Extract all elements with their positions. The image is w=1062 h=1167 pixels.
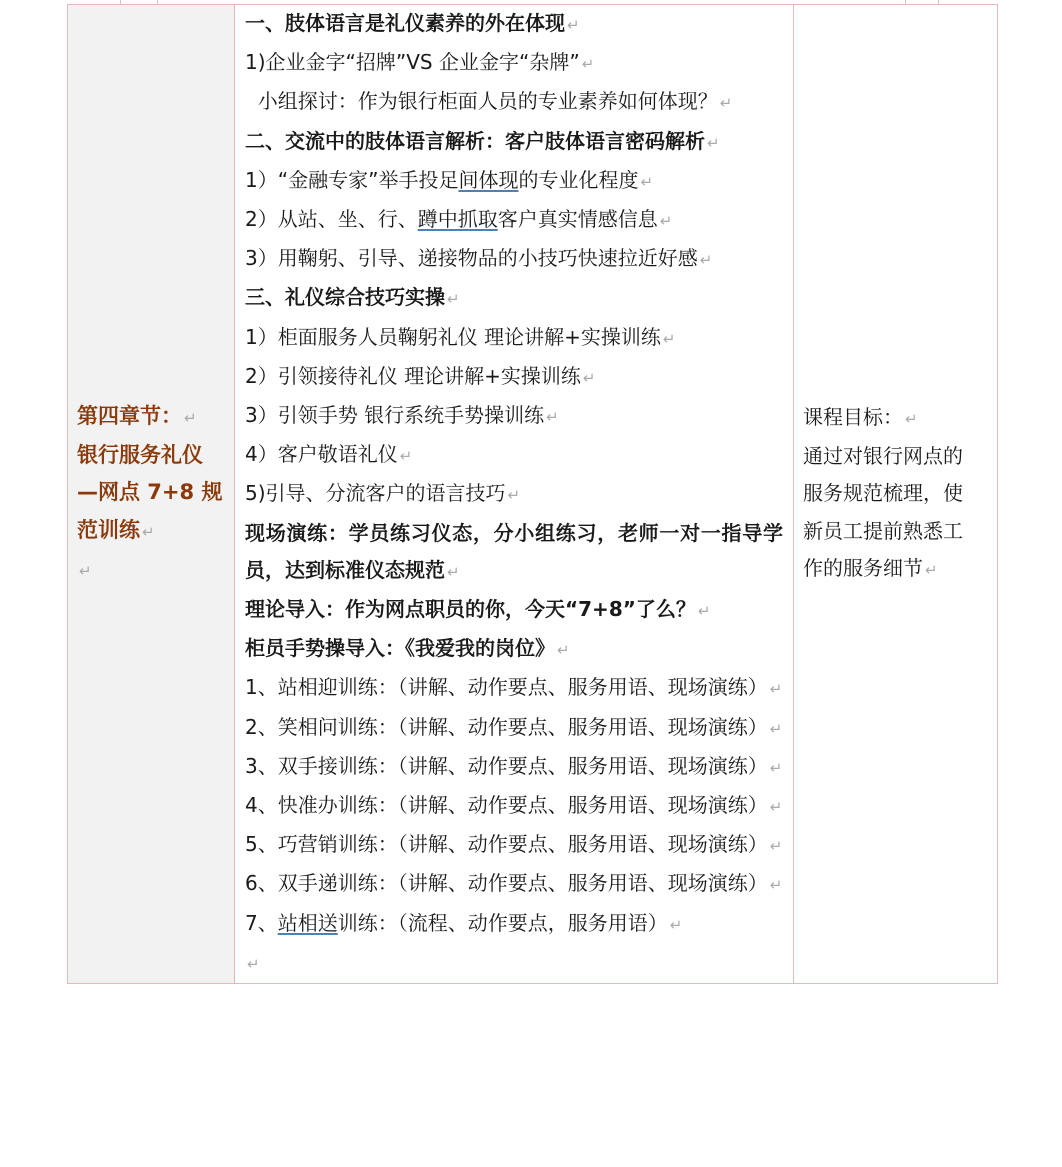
- outline-item: [245, 475, 783, 514]
- item-text: 3）引领手势 银行系统手势操训练: [245, 403, 545, 428]
- paragraph-mark: ↵: [567, 16, 580, 34]
- outline-item: [245, 397, 783, 436]
- outline-item: [245, 83, 783, 122]
- outline-item: [245, 319, 783, 358]
- section-heading: [245, 515, 783, 591]
- paragraph-mark: ↵: [769, 837, 783, 856]
- item-text: 的专业化程度: [518, 167, 639, 192]
- paragraph-mark: ↵: [447, 290, 460, 309]
- item-text: 5、巧营销训练：（讲解、动作要点、服务用语、现场演练）: [245, 832, 768, 857]
- paragraph-mark: ↵: [719, 94, 733, 113]
- paragraph-mark: ↵: [184, 408, 197, 427]
- chapter-title-text: 第四章节：: [77, 403, 182, 428]
- goal-text: 新员工提前熟悉工: [803, 518, 963, 543]
- item-text: 1）柜面服务人员鞠躬礼仪 理论讲解+实操训练: [245, 324, 661, 349]
- empty-paragraph: [77, 551, 225, 590]
- content-cell: [235, 5, 794, 984]
- item-text: 客户真实情感信息: [497, 207, 658, 232]
- table-row: [68, 5, 998, 984]
- paragraph-mark: ↵: [769, 876, 783, 895]
- paragraph-mark: ↵: [905, 409, 918, 428]
- paragraph-mark: ↵: [399, 447, 413, 466]
- item-text: 5)引导、分流客户的语言技巧: [245, 481, 506, 506]
- paragraph-mark: ↵: [669, 915, 683, 934]
- outline-item: [245, 709, 783, 748]
- outline-item: [245, 905, 783, 944]
- paragraph-mark: ↵: [557, 641, 570, 660]
- paragraph-mark: ↵: [79, 561, 92, 580]
- underlined-text: 间体现: [458, 167, 519, 192]
- section-heading: [245, 591, 783, 630]
- item-text: 4）客户敬语礼仪: [245, 442, 398, 467]
- paragraph-mark: ↵: [769, 680, 783, 699]
- paragraph-mark: ↵: [507, 486, 521, 505]
- item-text: 6、双手递训练：（讲解、动作要点、服务用语、现场演练）: [245, 871, 768, 896]
- paragraph-mark: ↵: [659, 212, 673, 231]
- outline-item: [245, 865, 783, 904]
- outline-item: [245, 787, 783, 826]
- paragraph-mark: ↵: [697, 602, 711, 621]
- heading-text: 现场演练：学员练习仪态，分小组练习，老师一对一指导学员，达到标准仪态规范: [245, 520, 783, 582]
- goal-text-line: [803, 550, 988, 589]
- chapter-title-line: [77, 398, 225, 437]
- paragraph-mark: ↵: [769, 758, 783, 777]
- paragraph-mark: ↵: [640, 172, 654, 191]
- paragraph-mark: ↵: [769, 798, 783, 817]
- goal-text-line: [803, 513, 988, 550]
- goal-label: [803, 399, 988, 438]
- outline-item: [245, 669, 783, 708]
- chapter-title-text: —网点 7+8 规: [77, 480, 223, 505]
- goal-cell: [794, 5, 998, 984]
- heading-text: 一、肢体语言是礼仪素养的外在体现: [245, 11, 565, 35]
- chapter-title-line: [77, 437, 225, 474]
- outline-item: [245, 162, 783, 201]
- goal-text: 通过对银行网点的: [803, 444, 963, 469]
- outline-item: [245, 44, 783, 83]
- paragraph-mark: ↵: [546, 408, 559, 427]
- chapter-title-text: 银行服务礼仪: [77, 443, 203, 468]
- section-heading: [245, 279, 783, 318]
- item-text: 7、: [245, 910, 278, 935]
- item-text: 训练：（流程、动作要点，服务用语）: [337, 910, 668, 935]
- heading-text: 柜员手势操导入：《我爱我的岗位》: [245, 636, 555, 661]
- outline-item: [245, 436, 783, 475]
- item-text: 2）引领接待礼仪 理论讲解+实操训练: [245, 363, 581, 388]
- paragraph-mark: ↵: [142, 522, 155, 541]
- heading-text: 三、礼仪综合技巧实操: [245, 285, 445, 310]
- paragraph-mark: ↵: [447, 562, 460, 581]
- heading-text: 二、交流中的肢体语言解析：客户肢体语言密码解析: [245, 128, 705, 153]
- outline-item: [245, 748, 783, 787]
- outline-item: [245, 826, 783, 865]
- section-heading: [245, 123, 783, 162]
- paragraph-mark: ↵: [925, 560, 938, 579]
- paragraph-mark: ↵: [247, 954, 260, 973]
- course-outline-table: [67, 4, 998, 984]
- goal-text: 课程目标：: [803, 404, 903, 429]
- item-text: 4、快准办训练：（讲解、动作要点、服务用语、现场演练）: [245, 793, 768, 818]
- item-text: 2）从站、坐、行、: [245, 207, 418, 232]
- item-text: 3）用鞠躬、引导、递接物品的小技巧快速拉近好感: [245, 246, 698, 271]
- section-heading: [245, 5, 783, 44]
- paragraph-mark: ↵: [582, 368, 596, 387]
- paragraph-mark: ↵: [699, 251, 713, 270]
- paragraph-mark: ↵: [662, 329, 676, 348]
- chapter-title-line: [77, 512, 225, 551]
- item-text: 1、站相迎训练：（讲解、动作要点、服务用语、现场演练）: [245, 675, 768, 700]
- chapter-title-line: [77, 474, 225, 511]
- underlined-text: 站相送: [277, 910, 338, 935]
- goal-text: 服务规范梳理，使: [803, 481, 963, 506]
- paragraph-mark: ↵: [769, 719, 783, 738]
- item-text: 2、笑相问训练：（讲解、动作要点、服务用语、现场演练）: [245, 714, 768, 739]
- outline-item: [245, 358, 783, 397]
- outline-item: [245, 944, 783, 983]
- item-text: 小组探讨：作为银行柜面人员的专业素养如何体现？: [245, 89, 718, 114]
- chapter-title-text: 范训练: [77, 517, 140, 542]
- underlined-text: 蹲中抓取: [417, 207, 498, 232]
- goal-text-line: [803, 438, 988, 475]
- outline-item: [245, 201, 783, 240]
- section-heading: [245, 630, 783, 669]
- heading-text: 理论导入：作为网点职员的你，今天“7+8”了么？: [245, 597, 696, 622]
- item-text: 1）“金融专家”举手投足: [245, 167, 459, 192]
- goal-text: 作的服务细节: [803, 555, 923, 580]
- goal-text-line: [803, 475, 988, 512]
- item-text: 1)企业金字“招牌”VS 企业金字“杂牌”: [245, 50, 580, 75]
- item-text: 3、双手接训练：（讲解、动作要点、服务用语、现场演练）: [245, 753, 768, 778]
- chapter-cell: [68, 5, 235, 984]
- outline-item: [245, 240, 783, 279]
- paragraph-mark: ↵: [707, 133, 720, 152]
- paragraph-mark: ↵: [581, 55, 595, 74]
